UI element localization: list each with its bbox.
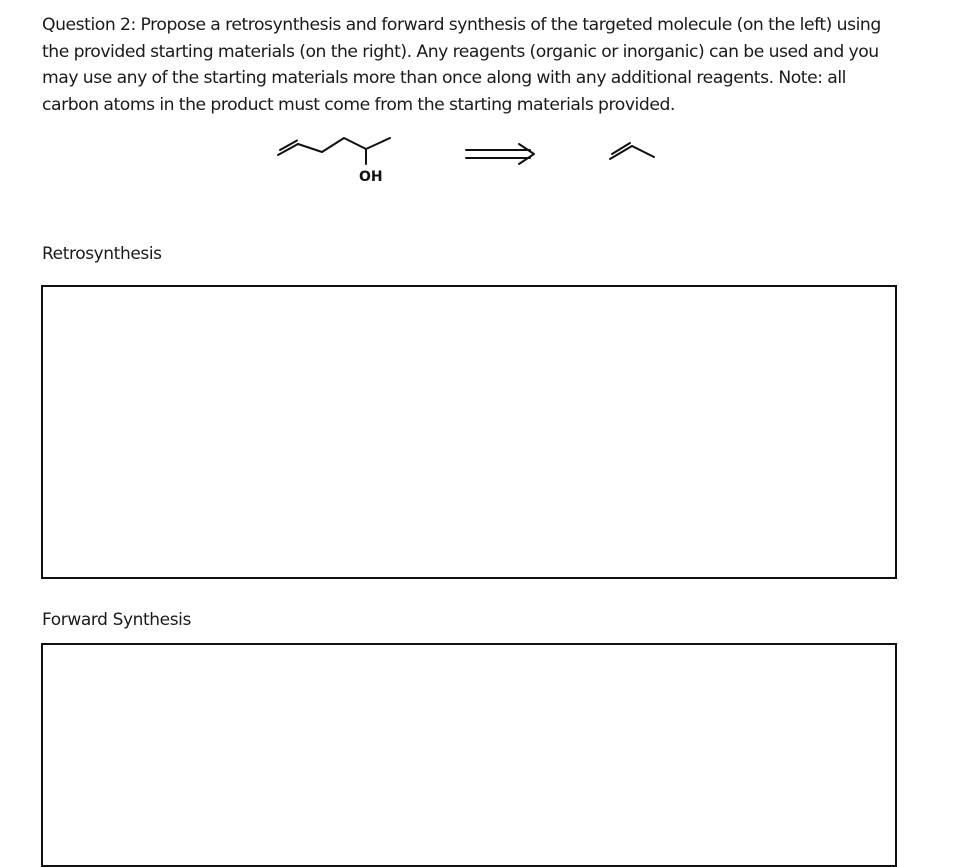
question-text: Question 2: Propose a retrosynthesis and forward synthesis of the targeted molecule (on the left) using the provided starting materials (on the right). Any reagents (organic or inorganic) can be used and you may use any of the starting materials more than once along with any additional reagents. Note: all carbon atoms in the product must come from the starting materials provided.: [42, 15, 881, 116]
forward-synthesis-answer-box[interactable]: [41, 643, 897, 867]
retrosynthetic-arrow: [466, 144, 534, 164]
target-molecule: [278, 138, 390, 164]
retrosynthesis-label: Retrosynthesis: [42, 244, 162, 264]
reaction-scheme: [0, 120, 960, 200]
retrosynthesis-answer-box[interactable]: [41, 285, 897, 579]
propene-molecule: [610, 143, 654, 159]
forward-synthesis-label: Forward Synthesis: [42, 610, 191, 630]
carbon-chain: [298, 138, 390, 152]
propene-single-bond: [632, 146, 654, 157]
hydroxyl-label: OH: [359, 169, 383, 185]
